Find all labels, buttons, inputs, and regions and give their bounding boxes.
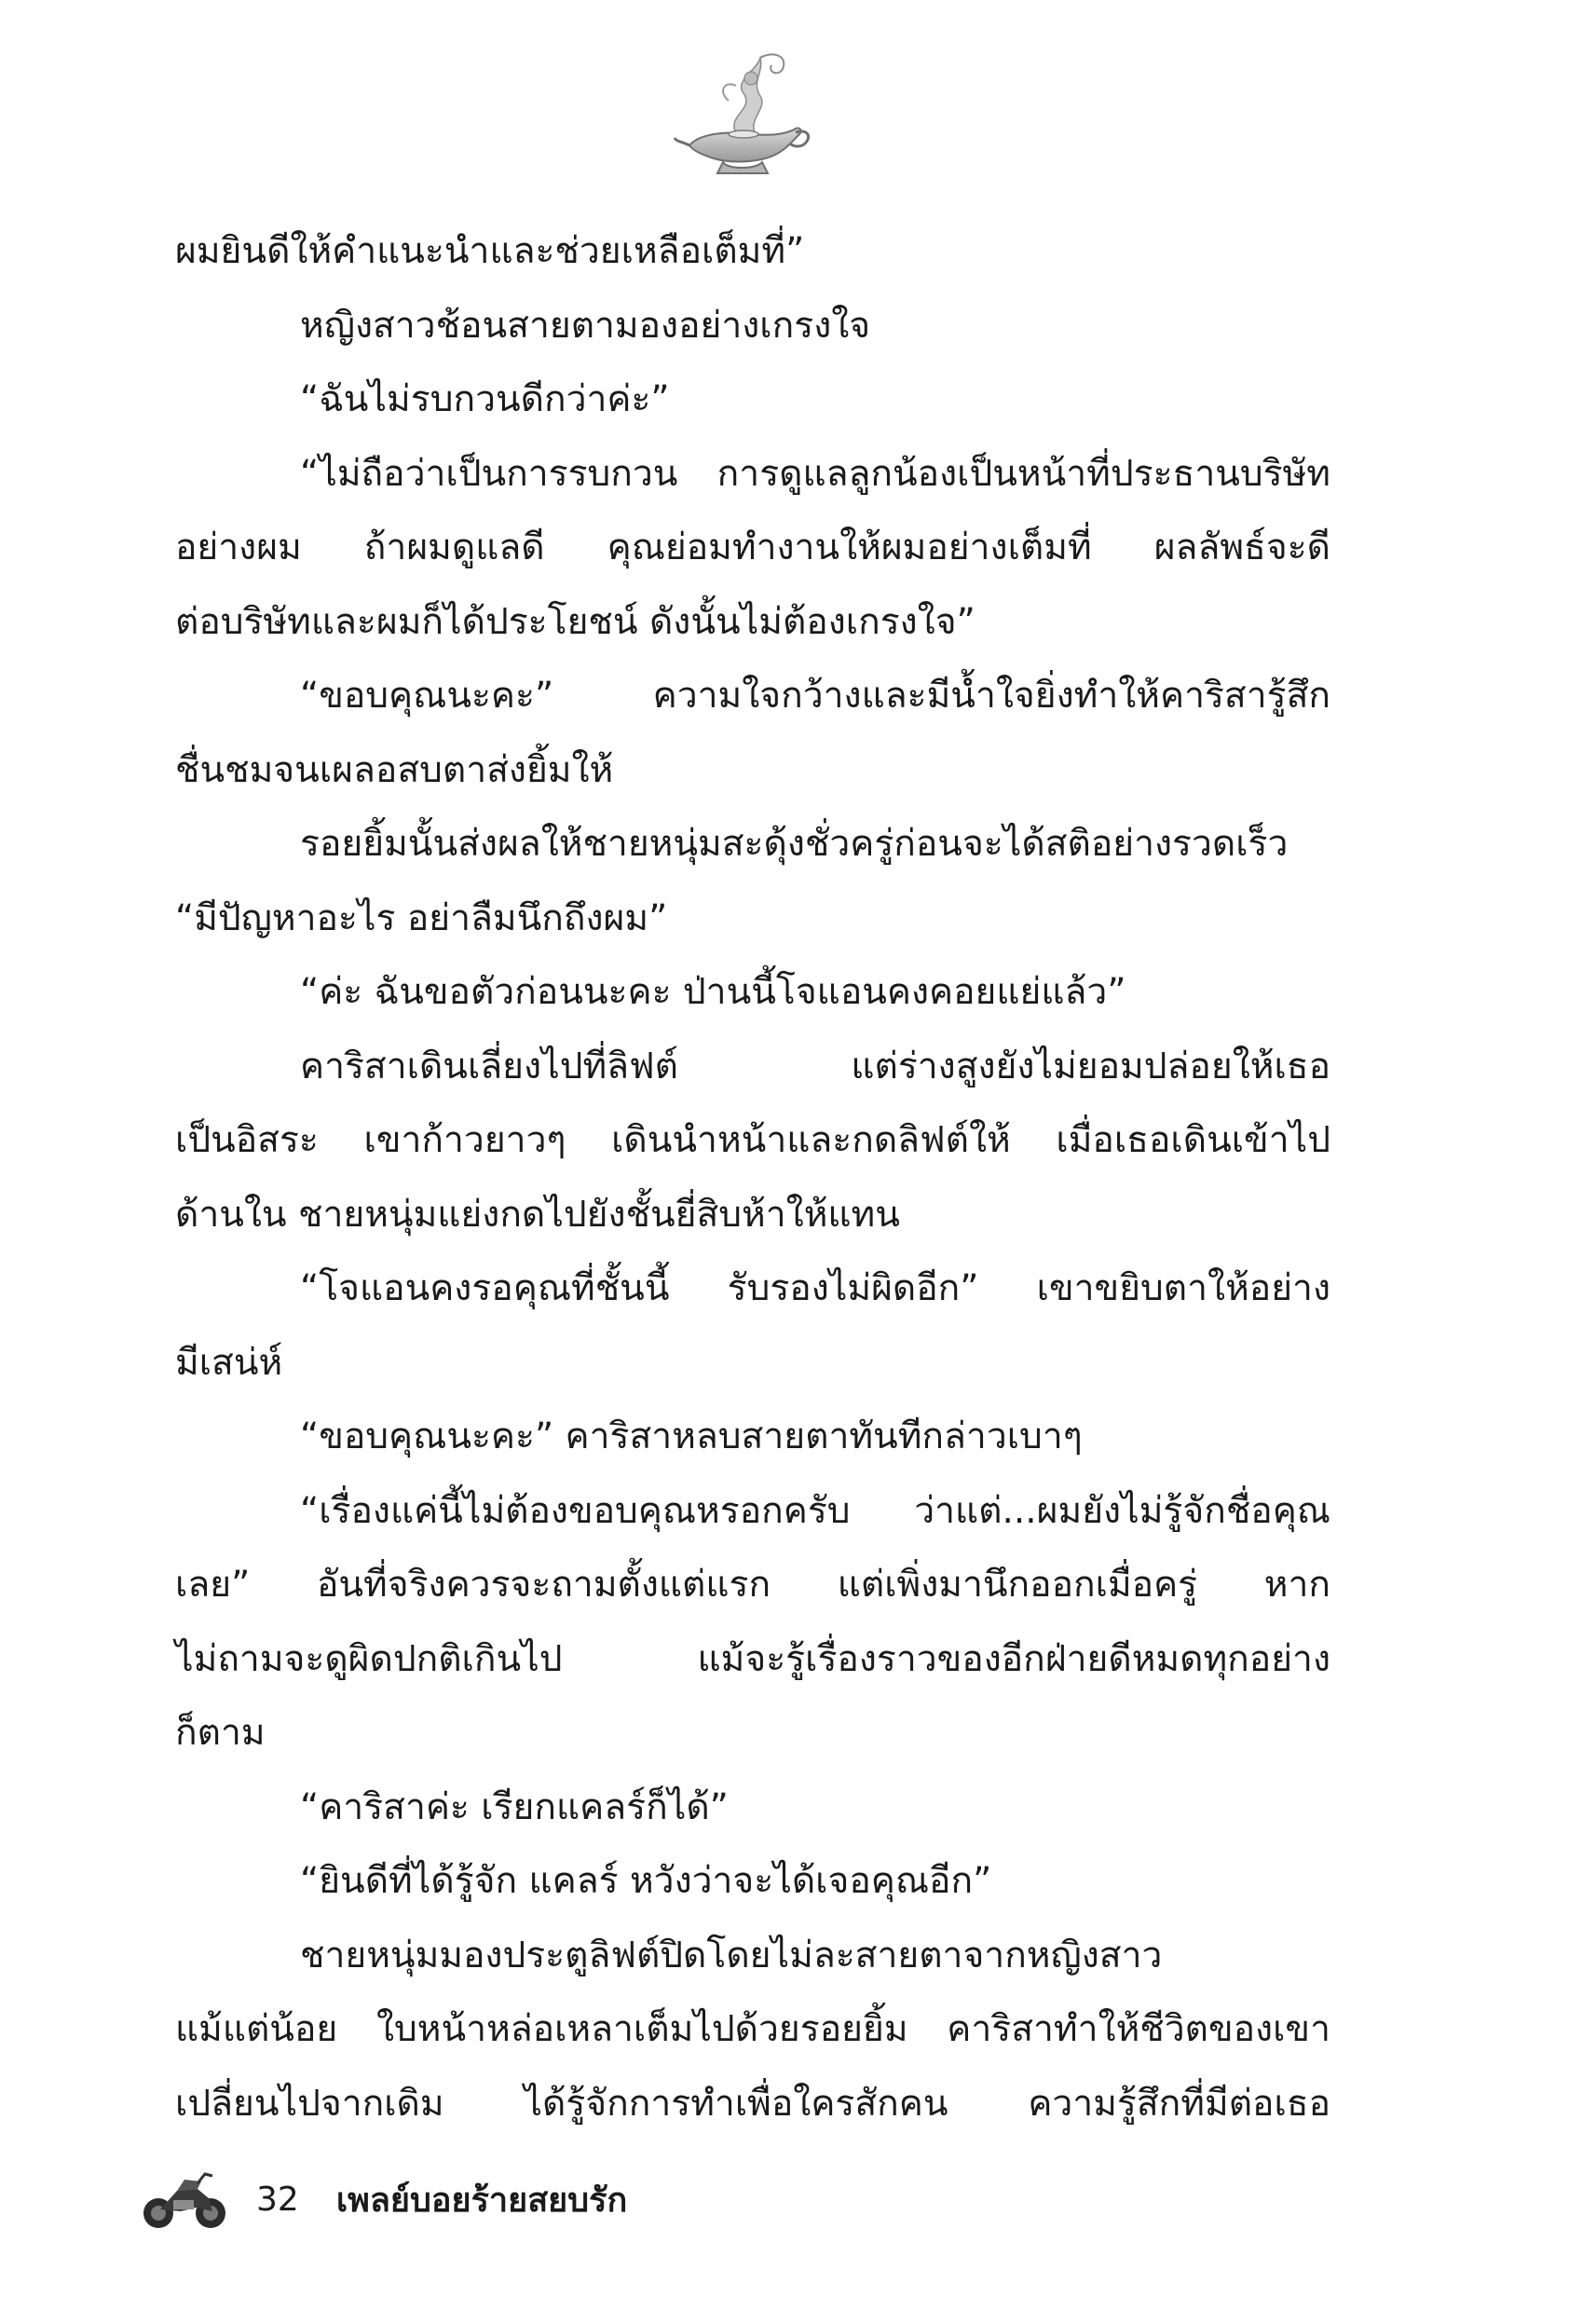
text-line: ด้านใน ชายหนุ่มแย่งกดไปยังชั้นยี่สิบห้าให้แทน — [175, 1193, 900, 1236]
text-line: เปลี่ยนไปจากเดิม ได้รู้จักการทำเพื่อใครสักคน ความรู้สึกที่มีต่อเธอ — [175, 2082, 1330, 2125]
text-line: “คาริสาค่ะ เรียกแคลร์ก็ได้” — [300, 1785, 729, 1828]
text-line: รอยยิ้มนั้นส่งผลให้ชายหนุ่มสะดุ้งชั่วครู่ก่อนจะได้สติอย่างรวดเร็ว — [300, 823, 1289, 865]
motorcycle-icon — [140, 2167, 228, 2232]
text-line: ไม่ถามจะดูผิดปกติเกินไป แม้จะรู้เรื่องราวของอีกฝ่ายดีหมดทุกอย่าง — [175, 1637, 1330, 1680]
text-line: “ยินดีที่ได้รู้จัก แคลร์ หวังว่าจะได้เจอคุณอีก” — [300, 1860, 992, 1902]
text-line: ต่อบริษัทและผมก็ได้ประโยชน์ ดังนั้นไม่ต้องเกรงใจ” — [175, 600, 975, 643]
text-line: มีเสน่ห์ — [175, 1341, 283, 1384]
text-line: “ฉันไม่รบกวนดีกว่าค่ะ” — [300, 378, 670, 420]
text-line: ชายหนุ่มมองประตูลิฟต์ปิดโดยไม่ละสายตาจากหญิงสาว — [300, 1934, 1163, 1976]
text-line: อย่างผม ถ้าผมดูแลดี คุณย่อมทำงานให้ผมอย่างเต็มที่ ผลลัพธ์จะดี — [175, 526, 1330, 568]
text-line: “มีปัญหาอะไร อย่าลืมนึกถึงผม” — [175, 896, 668, 939]
text-line: ชื่นชมจนเผลอสบตาส่งยิ้มให้ — [175, 748, 614, 791]
page-body-text — [175, 214, 1330, 2140]
book-title: เพลย์บอยร้ายสยบรัก — [335, 2181, 628, 2220]
text-line: “ไม่ถือว่าเป็นการรบกวน การดูแลลูกน้องเป็นหน้าที่ประธานบริษัท — [300, 452, 1330, 495]
text-line: “ขอบคุณนะคะ” คาริสาหลบสายตาทันทีกล่าวเบาๆ — [300, 1415, 1083, 1457]
page-footer — [140, 2162, 627, 2236]
text-line: คาริสาเดินเลี่ยงไปที่ลิฟต์ แต่ร่างสูงยังไม่ยอมปล่อยให้เธอ — [300, 1045, 1330, 1087]
text-line: “เรื่องแค่นี้ไม่ต้องขอบคุณหรอกครับ ว่าแต่...ผมยังไม่รู้จักชื่อคุณ — [300, 1489, 1330, 1532]
genie-lamp-icon — [671, 45, 820, 185]
text-line: เลย” อันที่จริงควรจะถามตั้งแต่แรก แต่เพิ่งมานึกออกเมื่อครู่ หาก — [175, 1564, 1330, 1606]
text-line: หญิงสาวช้อนสายตามองอย่างเกรงใจ — [300, 304, 871, 347]
text-line: เป็นอิสระ เขาก้าวยาวๆ เดินนำหน้าและกดลิฟต์ให้ เมื่อเธอเดินเข้าไป — [175, 1119, 1330, 1161]
text-line: “โจแอนคงรอคุณที่ชั้นนี้ รับรองไม่ผิดอีก” เขาขยิบตาให้อย่าง — [300, 1267, 1330, 1309]
text-line: แม้แต่น้อย ใบหน้าหล่อเหลาเต็มไปด้วยรอยยิ้ม คาริสาทำให้ชีวิตของเขา — [175, 2008, 1330, 2050]
text-line: ผมยินดีให้คำแนะนำและช่วยเหลือเต็มที่” — [175, 230, 805, 272]
text-line: ก็ตาม — [175, 1712, 266, 1754]
page-number: 32 — [256, 2180, 299, 2219]
text-line: “ค่ะ ฉันขอตัวก่อนนะคะ ป่านนี้โจแอนคงคอยแย่แล้ว” — [300, 971, 1126, 1013]
text-line: “ขอบคุณนะคะ” ความใจกว้างและมีน้ำใจยิ่งทำให้คาริสารู้สึก — [300, 675, 1330, 717]
